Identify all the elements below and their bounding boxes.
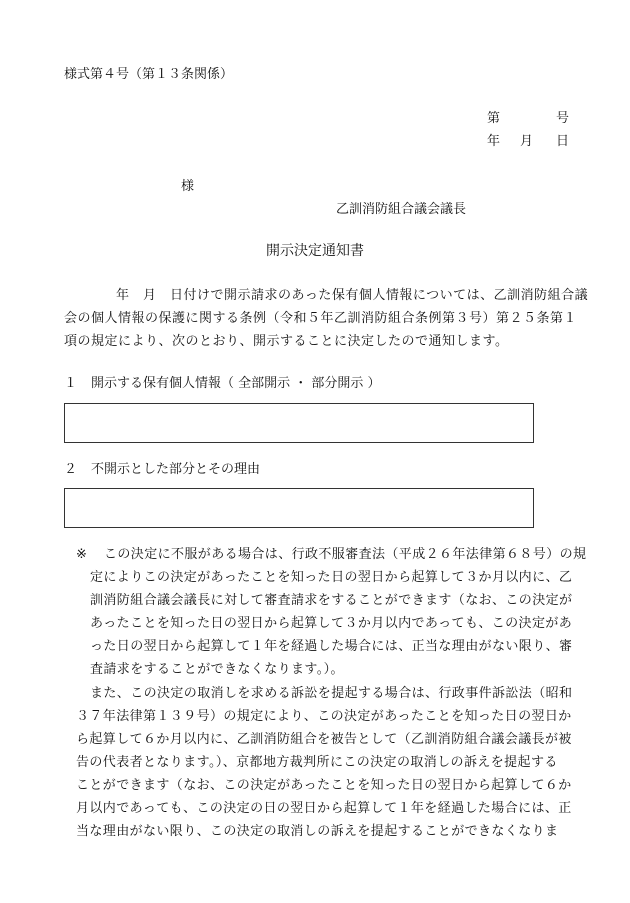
disclosed-info-field[interactable] (64, 403, 534, 443)
note-line: ことができます（なお、この決定があったことを知った日の翌日から起算して６か (76, 778, 572, 793)
year-label: 年 (487, 134, 501, 149)
section-number: ２ (64, 462, 78, 477)
section-label: 開示する保有個人情報（ 全部開示 ・ 部分開示 ） (91, 376, 381, 391)
day-label: 日 (556, 134, 570, 149)
section-1-heading (64, 377, 381, 390)
note-line: ら起算して６か月以内に、乙訓消防組合を被告として（乙訓消防組合議会議長が被 (76, 732, 572, 747)
note-line: あったことを知った日の翌日から起算して３か月以内であっても、この決定があ (90, 616, 573, 631)
intro-line: 会の個人情報の保護に関する条例（令和５年乙訓消防組合条例第３号）第２５条第１ (64, 311, 578, 326)
note-line: 訓消防組合議会議長に対して審査請求をすることができます（なお、この決定が (90, 593, 573, 608)
note-line: 当な理由がない限り、この決定の取消しの訴えを提起することができなくなりま (76, 824, 559, 839)
appeal-note (76, 543, 587, 681)
month-label: 月 (520, 134, 534, 149)
note-mark: ※ (76, 547, 88, 562)
form-number: 様式第４号（第１３条関係） (64, 67, 234, 82)
note-line: また、この決定の取消しを求める訴訟を提起する場合は、行政事件訴訟法（昭和 (90, 686, 573, 701)
number-label-left: 第 (487, 111, 501, 126)
section-label: 不開示とした部分とその理由 (91, 462, 261, 477)
note-line: 告の代表者となります。）、京都地方裁判所にこの決定の取消しの訴えを提起する (76, 755, 558, 770)
note-line: 月以内であっても、この決定の日の翌日から起算して１年を経過した場合には、正 (76, 801, 572, 816)
lawsuit-note (76, 682, 573, 843)
undisclosed-reason-field[interactable] (64, 488, 534, 528)
note-line: 定によりこの決定があったことを知った日の翌日から起算して３か月以内に、乙 (90, 570, 573, 585)
note-line: ※ この決定に不服がある場合は、行政不服審査法（平成２６年法律第６８号）の規 (76, 543, 570, 566)
section-2-heading (64, 463, 260, 476)
addressee-suffix: 様 (181, 179, 195, 194)
intro-line: 年 月 日付けで開示請求のあった保有個人情報については、乙訓消防組合議 (116, 288, 589, 303)
note-line: った日の翌日から起算して１年を経過した場合には、正当な理由がない限り、審 (90, 639, 573, 654)
section-number: １ (64, 376, 78, 391)
note-line: ３７年法律第１３９号）の規定により、この決定があったことを知った日の翌日か (76, 709, 572, 724)
number-label-right: 号 (556, 111, 570, 126)
intro-line: 項の規定により、次のとおり、開示することに決定したので通知します。 (64, 334, 509, 349)
document-title: 開示決定通知書 (266, 243, 364, 259)
intro-paragraph (64, 284, 589, 353)
note-line: 査請求をすることができなくなります。）。 (90, 662, 344, 677)
sender-name: 乙訓消防組合議会議長 (336, 202, 467, 217)
